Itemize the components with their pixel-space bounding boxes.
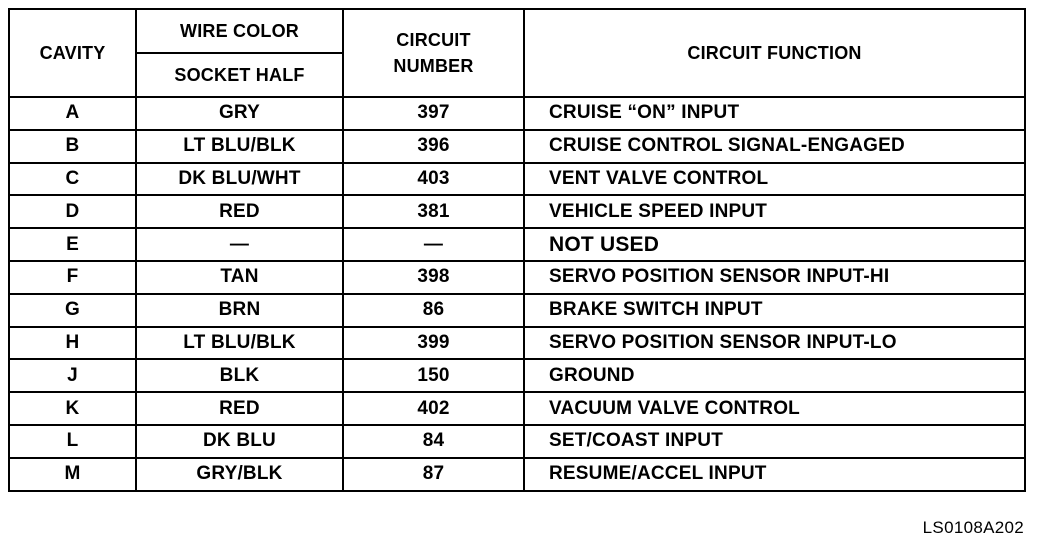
cell-circuit-number: 381 <box>343 195 524 228</box>
cell-wire-color: TAN <box>136 261 343 294</box>
table-row <box>9 195 1025 228</box>
cell-circuit-function: VACUUM VALVE CONTROL <box>524 392 1025 425</box>
table-row <box>9 327 1025 360</box>
table-row <box>9 97 1025 130</box>
cell-wire-color: LT BLU/BLK <box>136 327 343 360</box>
cell-cavity: M <box>9 458 136 491</box>
header-socket-half: SOCKET HALF <box>136 53 343 97</box>
cell-wire-color: BLK <box>136 359 343 392</box>
cell-circuit-number: 403 <box>343 163 524 196</box>
table-row <box>9 294 1025 327</box>
table-row <box>9 163 1025 196</box>
cell-circuit-number: 398 <box>343 261 524 294</box>
cell-cavity: D <box>9 195 136 228</box>
cell-wire-color: GRY <box>136 97 343 130</box>
cell-wire-color: DK BLU/WHT <box>136 163 343 196</box>
cell-wire-color: RED <box>136 392 343 425</box>
connector-pinout-table <box>8 8 1026 492</box>
header-cavity: CAVITY <box>9 9 136 97</box>
cell-circuit-function: SERVO POSITION SENSOR INPUT-HI <box>524 261 1025 294</box>
cell-wire-color: — <box>136 228 343 261</box>
cell-circuit-function: GROUND <box>524 359 1025 392</box>
figure-code: LS0108A202 <box>922 518 1024 537</box>
cell-circuit-function: CRUISE “ON” INPUT <box>524 97 1025 130</box>
cell-circuit-number: — <box>343 228 524 261</box>
table-row <box>9 261 1025 294</box>
connector-table-sheet <box>8 8 1024 492</box>
header-circuit-function: CIRCUIT FUNCTION <box>524 9 1025 97</box>
cell-circuit-number: 150 <box>343 359 524 392</box>
cell-cavity: H <box>9 327 136 360</box>
table-row <box>9 458 1025 491</box>
cell-circuit-function: RESUME/ACCEL INPUT <box>524 458 1025 491</box>
cell-wire-color: BRN <box>136 294 343 327</box>
cell-circuit-function: VENT VALVE CONTROL <box>524 163 1025 196</box>
cell-cavity: L <box>9 425 136 458</box>
cell-wire-color: DK BLU <box>136 425 343 458</box>
table-row <box>9 359 1025 392</box>
cell-circuit-number: 86 <box>343 294 524 327</box>
cell-circuit-number: 84 <box>343 425 524 458</box>
cell-cavity: E <box>9 228 136 261</box>
cell-circuit-number: 397 <box>343 97 524 130</box>
header-circuit-number-label: CIRCUIT NUMBER <box>393 30 474 76</box>
cell-circuit-function: VEHICLE SPEED INPUT <box>524 195 1025 228</box>
table-row <box>9 425 1025 458</box>
cell-cavity: B <box>9 130 136 163</box>
cell-circuit-number: 87 <box>343 458 524 491</box>
table-body <box>9 97 1025 491</box>
cell-cavity: A <box>9 97 136 130</box>
header-wire-color: WIRE COLOR <box>136 9 343 53</box>
cell-cavity: C <box>9 163 136 196</box>
cell-wire-color: LT BLU/BLK <box>136 130 343 163</box>
cell-cavity: G <box>9 294 136 327</box>
cell-circuit-function: NOT USED <box>524 228 1025 261</box>
cell-cavity: K <box>9 392 136 425</box>
cell-circuit-number: 399 <box>343 327 524 360</box>
table-row <box>9 228 1025 261</box>
cell-circuit-function: BRAKE SWITCH INPUT <box>524 294 1025 327</box>
cell-wire-color: GRY/BLK <box>136 458 343 491</box>
table-row <box>9 130 1025 163</box>
cell-circuit-function: SERVO POSITION SENSOR INPUT-LO <box>524 327 1025 360</box>
cell-circuit-function: SET/COAST INPUT <box>524 425 1025 458</box>
cell-wire-color: RED <box>136 195 343 228</box>
header-circuit-number <box>343 9 524 97</box>
table-row <box>9 392 1025 425</box>
cell-circuit-function: CRUISE CONTROL SIGNAL-ENGAGED <box>524 130 1025 163</box>
cell-circuit-number: 396 <box>343 130 524 163</box>
cell-circuit-number: 402 <box>343 392 524 425</box>
cell-cavity: F <box>9 261 136 294</box>
cell-cavity: J <box>9 359 136 392</box>
